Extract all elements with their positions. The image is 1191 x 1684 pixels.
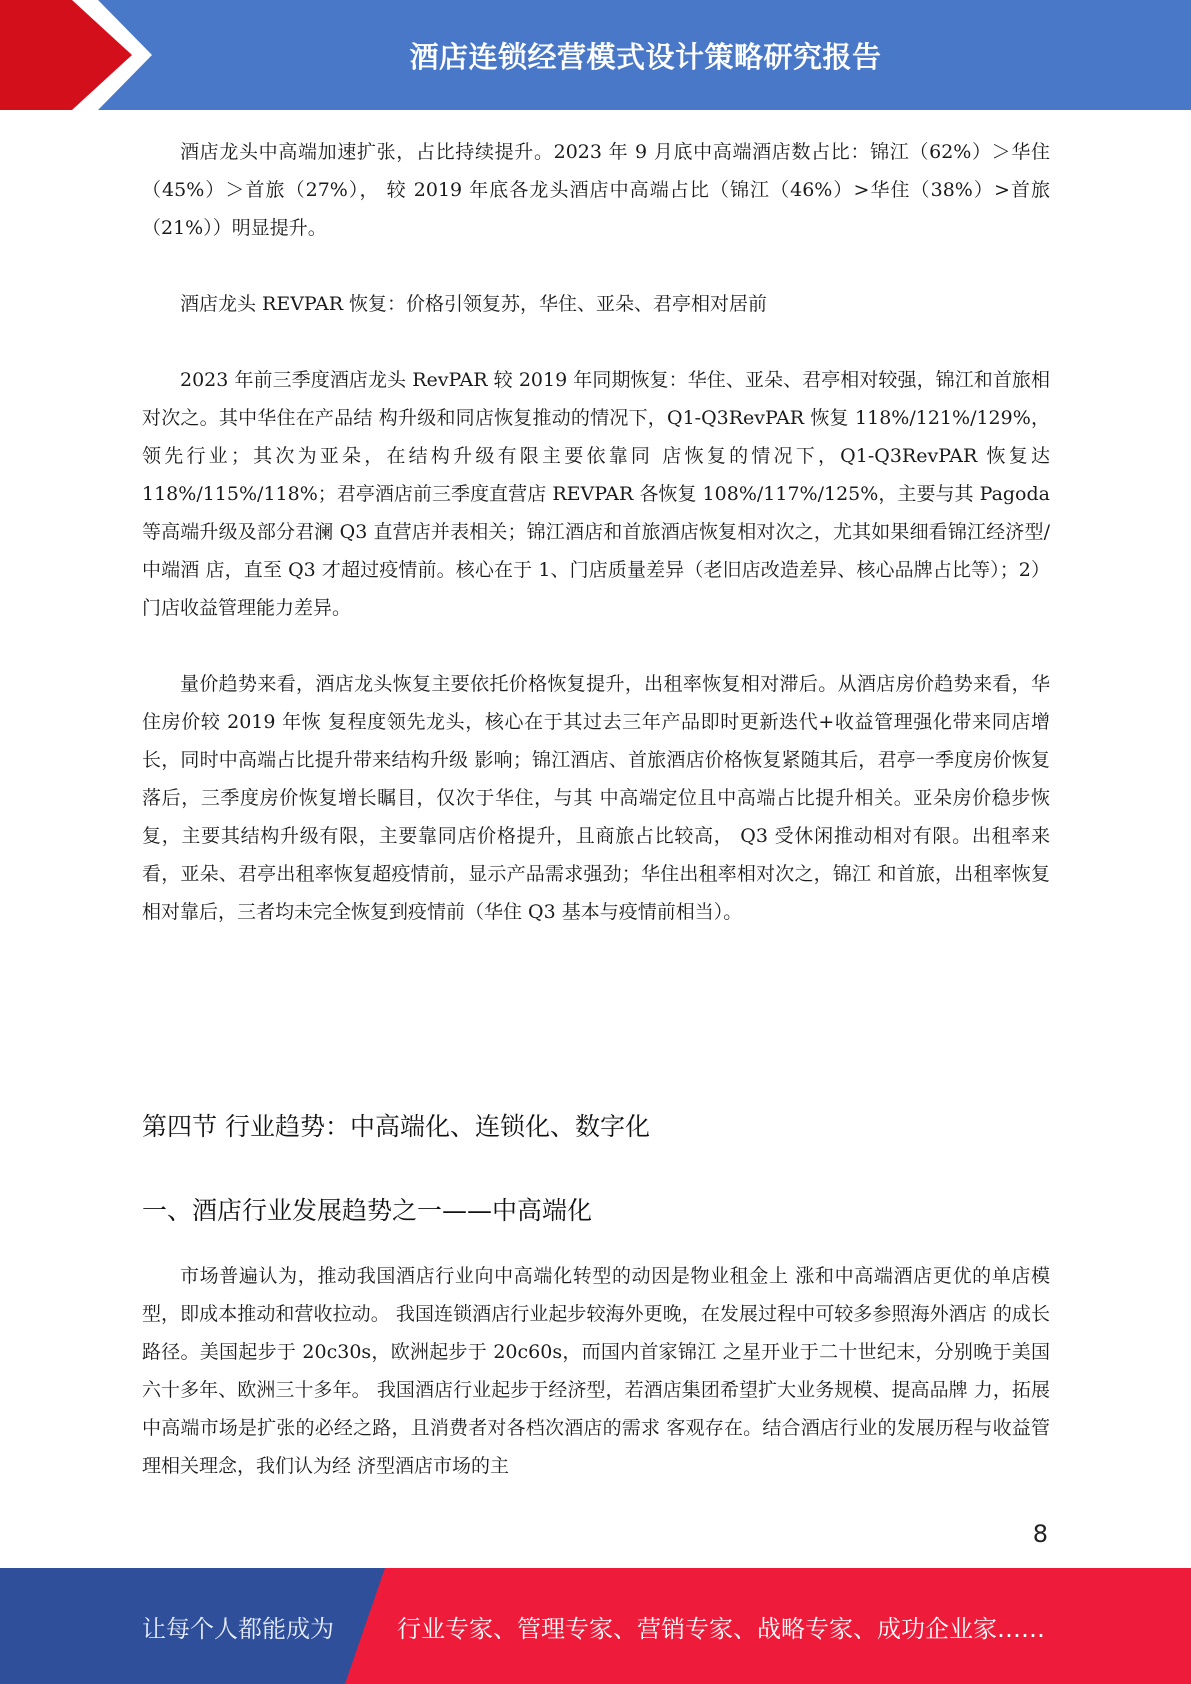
page-body [142, 133, 1050, 1485]
page-header [0, 0, 1191, 110]
paragraph-price-volume: 量价趋势来看，酒店龙头恢复主要依托价格恢复提升，出租率恢复相对滞后。从酒店房价趋势来看，华住房价较 2019 年恢 复程度领先龙头，核心在于其过去三年产品即时更新迭代+收益管理强化带来同店增长，同时中高端占比提升带来结构升级 影响；锦江酒店、首旅酒店价格恢复紧随其后，君亭一季度房价恢复落后，三季度房价恢复增长瞩目，仅次于华住，与其 中高端定位且中高端占比提升相关。亚朵房价稳步恢复，主要其结构升级有限，主要靠同店价格提升，且商旅占比较高， Q3 受休闲推动相对有限。出租率来看，亚朵、君亭出租率恢复超疫情前，显示产品需求强劲；华住出租率相对次之，锦江 和首旅，出租率恢复相对靠后，三者均未完全恢复到疫情前（华住 Q3 基本与疫情前相当）。 [142, 673, 1050, 923]
paragraph-revpar-recovery: 2023 年前三季度酒店龙头 RevPAR 较 2019 年同期恢复：华住、亚朵、君亭相对较强，锦江和首旅相对次之。其中华住在产品结 构升级和同店恢复推动的情况下，Q1-Q3RevPAR 恢复 118%/121%/129%，领先行业；其次为亚朵，在结构升级有限主要依靠同 店恢复的情况下，Q1-Q3RevPAR 恢复达 118%/115%/118%；君亭酒店前三季度直营店 REVPAR 各恢复 108%/117%/125%，主要与其 Pagoda 等高端升级及部分君澜 Q3 直营店并表相关；锦江酒店和首旅酒店恢复相对次之，尤其如果细看锦江经济型/中端酒 店，直至 Q3 才超过疫情前。核心在于 1、门店质量差异（老旧店改造差异、核心品牌占比等）；2）门店收益管理能力差异。 [142, 369, 1050, 619]
paragraph-revpar-title: 酒店龙头 REVPAR 恢复：价格引领复苏，华住、亚朵、君亭相对居前 [180, 293, 768, 315]
paragraph-market-share: 酒店龙头中高端加速扩张，占比持续提升。2023 年 9 月底中高端酒店数占比：锦江（62%）＞华住（45%）＞首旅（27%）， 较 2019 年底各龙头酒店中高端占比（锦江（46%）>华住（38%）>首旅（21%））明显提升。 [142, 141, 1050, 239]
section-heading: 第四节 行业趋势：中高端化、连锁化、数字化 [142, 1112, 650, 1141]
footer-slogan-left: 让每个人都能成为 [142, 1614, 334, 1643]
page-footer [0, 1568, 1191, 1684]
footer-slogan-right: 行业专家、管理专家、营销专家、战略专家、成功企业家…… [397, 1614, 1045, 1643]
paragraph-high-end-trend: 市场普遍认为，推动我国酒店行业向中高端化转型的动因是物业租金上 涨和中高端酒店更优的单店模型，即成本推动和营收拉动。 我国连锁酒店行业起步较海外更晚，在发展过程中可较多参照海外酒店 的成长路径。美国起步于 20c30s，欧洲起步于 20c60s，而国内首家锦江 之星开业于二十世纪末，分别晚于美国六十多年、欧洲三十多年。 我国酒店行业起步于经济型，若酒店集团希望扩大业务规模、提高品牌 力，拓展中高端市场是扩张的必经之路，且消费者对各档次酒店的需求 客观存在。结合酒店行业的发展历程与收益管理相关理念，我们认为经 济型酒店市场的主 [142, 1265, 1050, 1477]
sub-heading: 一、酒店行业发展趋势之一——中高端化 [142, 1196, 593, 1225]
page-number: 8 [1032, 1520, 1048, 1548]
header-arrow-decoration [0, 0, 160, 110]
report-title: 酒店连锁经营模式设计策略研究报告 [409, 39, 882, 74]
